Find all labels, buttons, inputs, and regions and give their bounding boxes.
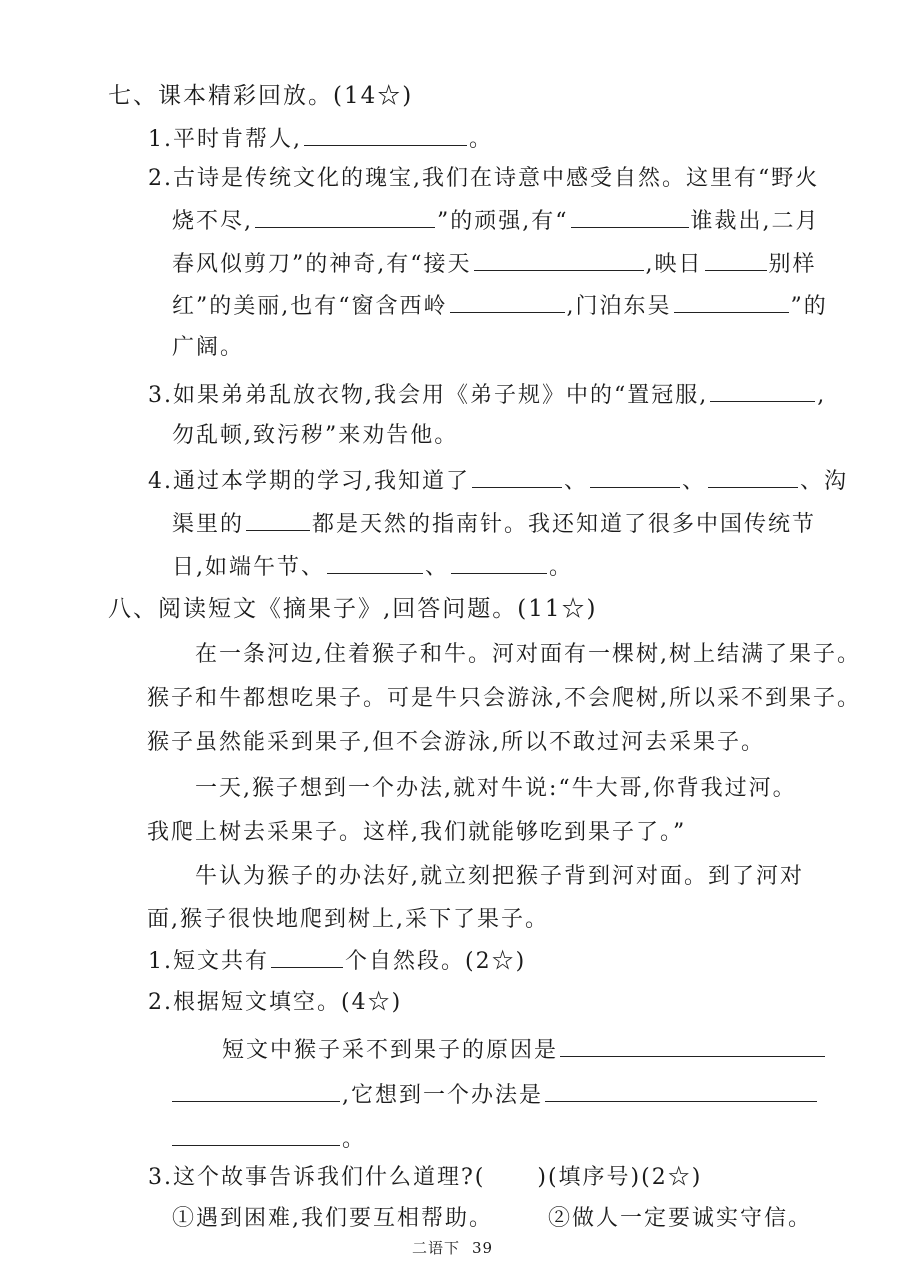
s8-q3 bbox=[148, 1163, 702, 1193]
s7-q4-text: 4.通过本学期的学习,我知道了 bbox=[148, 469, 470, 494]
s7-q2-blank-1[interactable] bbox=[255, 205, 435, 228]
s7-q2-blank-2[interactable] bbox=[571, 205, 689, 228]
s8-q3-text: 3.这个故事告诉我们什么道理?( bbox=[148, 1165, 486, 1190]
s7-q2-line3 bbox=[172, 248, 817, 280]
passage-line: 猴子和牛都想吃果子。可是牛只会游泳,不会爬树,所以采不到果子。 bbox=[147, 686, 861, 711]
s7-q2-text: ,门泊东吴 bbox=[566, 294, 672, 319]
s7-q1-end: 。 bbox=[468, 127, 493, 152]
passage-line: 牛认为猴子的办法好,就立刻把猴子背到河对面。到了河对 bbox=[195, 864, 804, 889]
section7-title: 七、课本精彩回放。(14☆) bbox=[108, 83, 414, 109]
s7-q4-blank-4[interactable] bbox=[246, 508, 310, 531]
s7-q4-line2 bbox=[172, 508, 816, 540]
s7-q4-blank-1[interactable] bbox=[472, 465, 562, 488]
s7-q3-blank[interactable] bbox=[710, 379, 815, 402]
s7-q4-line3 bbox=[172, 551, 573, 583]
footer-label: 二语下 bbox=[411, 1239, 460, 1257]
s7-q3-text: , bbox=[817, 383, 827, 408]
s7-q2-text: ”的 bbox=[790, 294, 828, 319]
s7-q4-text: 日,如端午节、 bbox=[172, 555, 325, 580]
s7-q2-text: ,映日 bbox=[645, 252, 703, 277]
s7-q3-line1 bbox=[148, 379, 826, 411]
passage-line: 我爬上树去采果子。这样,我们就能够吃到果子了。” bbox=[147, 820, 687, 845]
page-number: 39 bbox=[471, 1239, 494, 1257]
s7-q4-blank-5[interactable] bbox=[327, 551, 423, 574]
s7-q2-blank-6[interactable] bbox=[674, 290, 789, 313]
s7-q4-text: 、沟 bbox=[800, 469, 849, 494]
s7-q1 bbox=[148, 123, 493, 155]
s7-q2-blank-4[interactable] bbox=[705, 248, 767, 271]
s8-q2-line3 bbox=[172, 1123, 366, 1155]
s7-q2-text: 红”的美丽,也有“窗含西岭 bbox=[172, 294, 448, 319]
s7-q2-text: 谁裁出,二月 bbox=[690, 209, 820, 234]
s7-q4-text: 、 bbox=[425, 555, 450, 580]
s7-q2-text: 春风似剪刀”的神奇,有“接天 bbox=[172, 252, 472, 277]
s8-q2-text: 。 bbox=[342, 1127, 367, 1152]
s7-q4-text: 、 bbox=[682, 469, 707, 494]
s7-q4-line1 bbox=[148, 465, 848, 497]
passage-line: 一天,猴子想到一个办法,就对牛说:“牛大哥,你背我过河。 bbox=[195, 776, 797, 801]
passage-line: 在一条河边,住着猴子和牛。河对面有一棵树,树上结满了果子。 bbox=[195, 642, 861, 667]
s7-q4-blank-3[interactable] bbox=[708, 465, 798, 488]
s8-q2-blank-3[interactable] bbox=[545, 1079, 817, 1102]
s7-q2-blank-5[interactable] bbox=[450, 290, 565, 313]
s7-q2-line1: 2.古诗是传统文化的瑰宝,我们在诗意中感受自然。这里有“野火 bbox=[148, 166, 820, 191]
s8-q2-blank-2[interactable] bbox=[172, 1079, 340, 1102]
s8-q1 bbox=[148, 945, 526, 977]
s7-q2-line2 bbox=[172, 205, 820, 237]
s7-q4-blank-2[interactable] bbox=[590, 465, 680, 488]
s8-q2-line2 bbox=[172, 1079, 819, 1111]
s8-q3-text: )(填序号)(2☆) bbox=[537, 1165, 703, 1190]
s8-q1-blank[interactable] bbox=[271, 945, 343, 968]
s8-q2-title: 2.根据短文填空。(4☆) bbox=[148, 990, 403, 1015]
passage-line: 面,猴子很快地爬到树上,采下了果子。 bbox=[147, 907, 549, 932]
s8-q2-text: ,它想到一个办法是 bbox=[342, 1083, 543, 1108]
s8-q3-option-2: ②做人一定要诚实守信。 bbox=[548, 1206, 813, 1231]
s8-q1-text: 1.短文共有 bbox=[148, 949, 269, 974]
s7-q2-text: 别样 bbox=[768, 252, 817, 277]
s7-q2-blank-3[interactable] bbox=[474, 248, 644, 271]
s8-q1-text: 个自然段。(2☆) bbox=[345, 949, 527, 974]
s7-q4-text: 。 bbox=[549, 555, 574, 580]
s8-q2-line1 bbox=[222, 1034, 827, 1066]
s8-q3-option-1: ①遇到困难,我们要互相帮助。 bbox=[172, 1206, 493, 1231]
s7-q1-blank[interactable] bbox=[304, 123, 467, 146]
s7-q2-line4 bbox=[172, 290, 828, 322]
s7-q4-text: 渠里的 bbox=[172, 512, 245, 537]
s7-q2-line5: 广阔。 bbox=[172, 335, 245, 360]
s7-q1-text: 1.平时肯帮人, bbox=[148, 127, 302, 152]
s7-q4-blank-6[interactable] bbox=[451, 551, 547, 574]
s7-q3-text: 3.如果弟弟乱放衣物,我会用《弟子规》中的“置冠服, bbox=[148, 383, 709, 408]
section8-title: 八、阅读短文《摘果子》,回答问题。(11☆) bbox=[108, 596, 598, 622]
s7-q2-text: ”的顽强,有“ bbox=[437, 209, 569, 234]
s8-q2-blank-4[interactable] bbox=[172, 1123, 340, 1146]
s7-q3-line2: 勿乱顿,致污秽”来劝告他。 bbox=[172, 423, 459, 448]
s8-q2-blank-1[interactable] bbox=[560, 1034, 825, 1057]
passage-line: 猴子虽然能采到果子,但不会游泳,所以不敢过河去采果子。 bbox=[147, 730, 765, 755]
page-footer bbox=[0, 1237, 905, 1258]
s7-q2-text: 烧不尽, bbox=[172, 209, 253, 234]
s7-q4-text: 都是天然的指南针。我还知道了很多中国传统节 bbox=[312, 512, 817, 537]
s7-q4-text: 、 bbox=[563, 469, 588, 494]
s8-q2-text: 短文中猴子采不到果子的原因是 bbox=[222, 1038, 559, 1063]
